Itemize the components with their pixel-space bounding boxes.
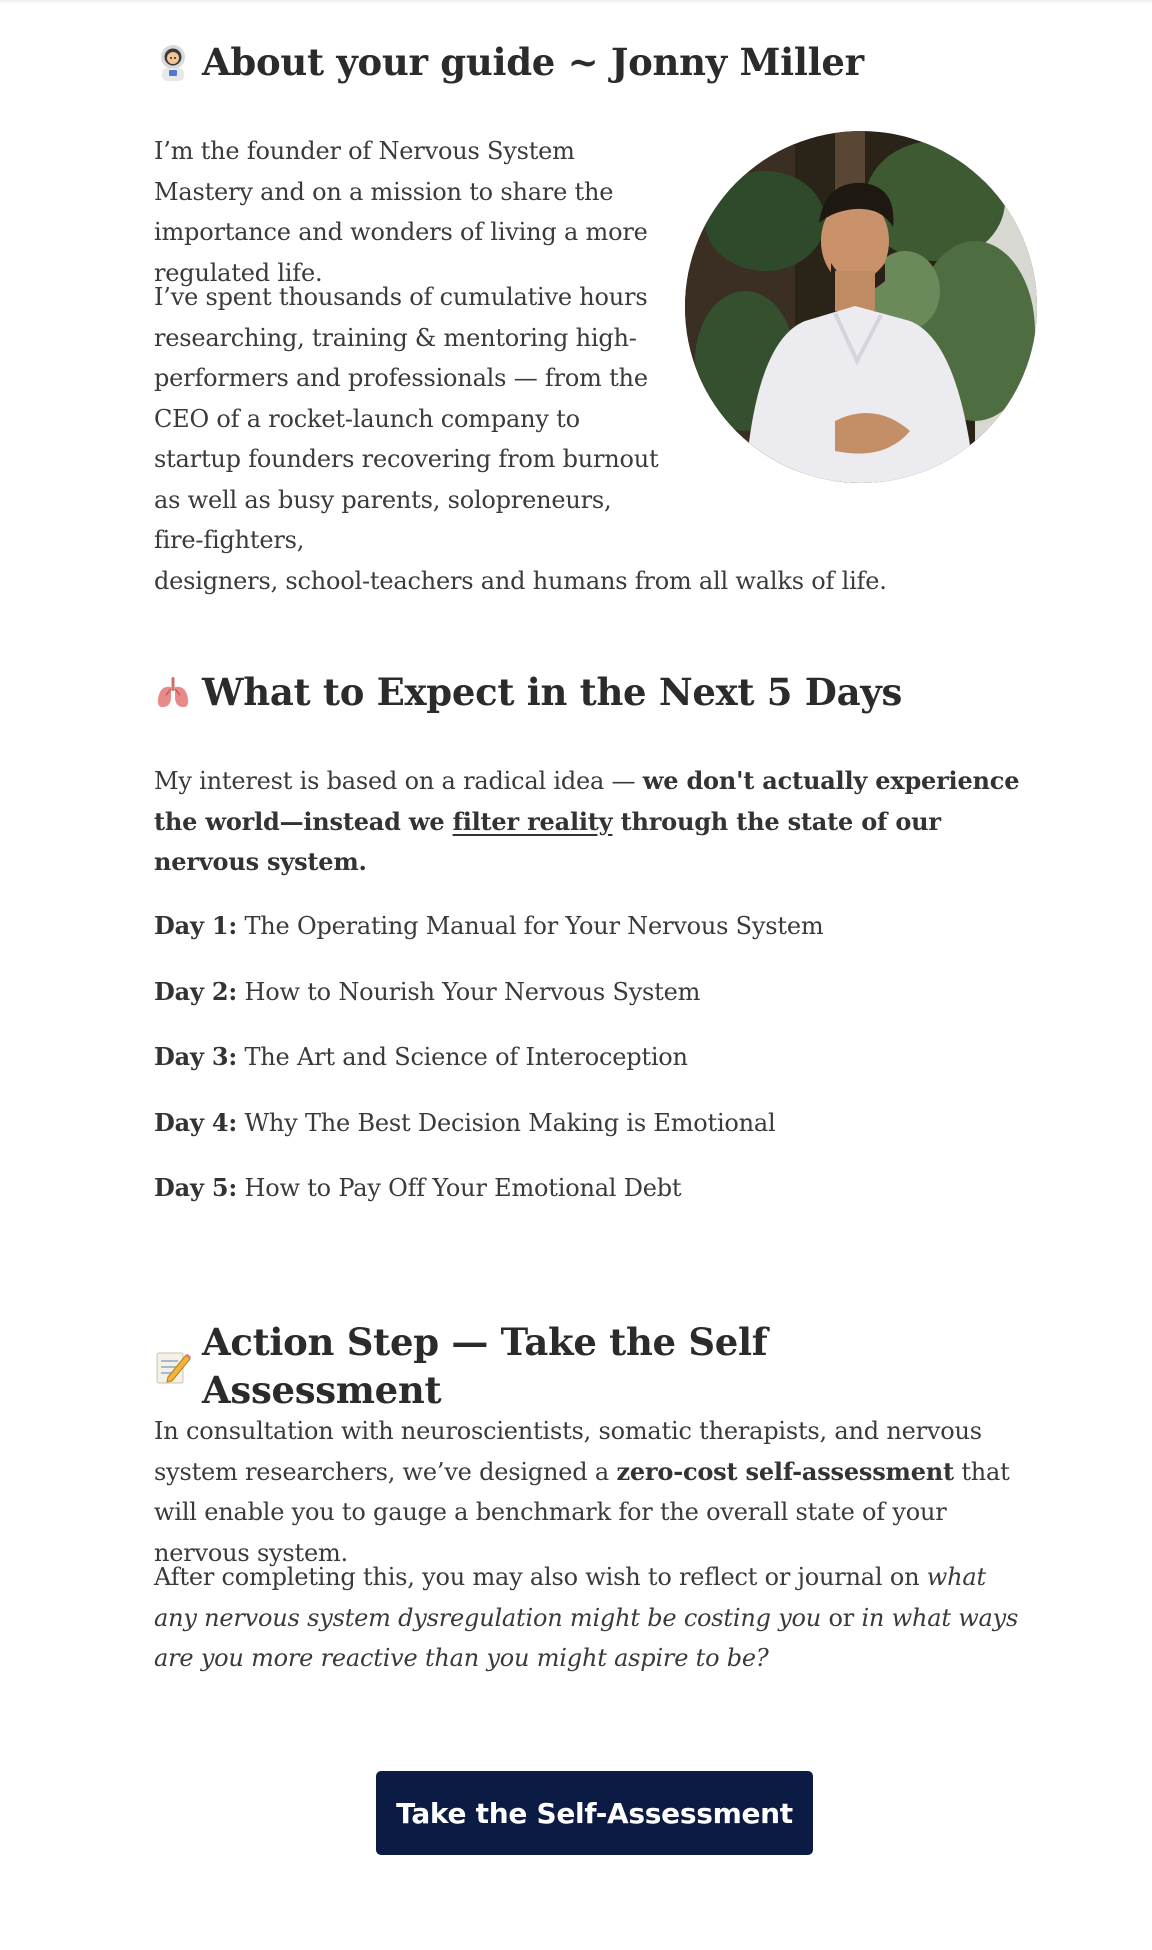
day-text: How to Nourish Your Nervous System (244, 977, 701, 1006)
action-p2-text-a: After completing this, you may also wish to reflect or journal on (154, 1563, 927, 1591)
day-label: Day 4: (154, 1107, 238, 1137)
expect-heading-text: What to Expect in the Next 5 Days (202, 670, 902, 714)
filter-reality-link[interactable]: filter reality (452, 806, 613, 836)
action-p2-italic-1: what any nervous system dysregulation might be costing you (154, 1563, 986, 1632)
about-heading (154, 38, 864, 86)
expect-intro-bold-2: through the state of our nervous system. (154, 806, 941, 876)
action-p2-italic-2: in what ways are you more reactive than you might aspire to be? (154, 1603, 1019, 1672)
about-paragraph-2-wrapped: I’ve spent thousands of cumulative hours researching, training & mentoring high-performers and professionals — from the CEO of a rocket-launch company to startup founders recovering from burnout as well as busy parents, solopreneurs, fire-fighters, (154, 283, 659, 554)
action-paragraph-2 (154, 1557, 1024, 1679)
about-heading-text: About your guide ~ Jonny Miller (202, 40, 864, 84)
about-paragraph-2 (154, 277, 1014, 601)
expect-intro (154, 761, 1024, 883)
days-list (154, 906, 1014, 1234)
zero-cost-emphasis: zero-cost self-assessment (616, 1456, 954, 1486)
about-paragraph-1: I’m the founder of Nervous System Mastery and on a mission to share the importance and wonders of living a more regulated life. (154, 137, 648, 287)
day-item (154, 1103, 1014, 1169)
astronaut-emoji-icon (154, 43, 192, 81)
day-item (154, 1037, 1014, 1103)
lungs-emoji-icon (154, 673, 192, 711)
action-heading-text: Action Step — Take the Self Assessment (202, 1320, 768, 1412)
day-label: Day 2: (154, 976, 238, 1006)
action-heading (154, 1318, 1014, 1414)
memo-emoji-icon (154, 1347, 192, 1385)
day-label: Day 3: (154, 1042, 238, 1071)
expect-heading (154, 668, 902, 716)
day-item (154, 906, 1014, 972)
day-label: Day 1: (154, 911, 238, 940)
day-label: Day 5: (154, 1173, 238, 1202)
action-p1-text-a: In consultation with neuroscientists, somatic therapists, and nervous system researchers, we’ve designed a (154, 1417, 982, 1486)
day-text: The Art and Science of Interoception (244, 1043, 688, 1071)
expect-intro-bold-1: we don't actually experience the world—instead we (154, 766, 1020, 836)
action-p1-text-b: that will enable you to gauge a benchmark for the overall state of your nervous system. (154, 1457, 1010, 1567)
take-self-assessment-button[interactable]: Take the Self-Assessment (376, 1771, 813, 1855)
day-item (154, 972, 1014, 1038)
about-paragraph-2-tail: designers, school-teachers and humans from all walks of life. (154, 566, 887, 595)
day-text: How to Pay Off Your Emotional Debt (244, 1174, 682, 1202)
action-paragraph-1 (154, 1411, 1024, 1573)
day-text: The Operating Manual for Your Nervous System (244, 912, 824, 940)
action-p2-text-b: or (821, 1603, 862, 1632)
day-item (154, 1168, 1014, 1234)
top-shadow (0, 0, 1152, 4)
day-text: Why The Best Decision Making is Emotional (244, 1108, 776, 1137)
expect-intro-plain: My interest is based on a radical idea — (154, 767, 643, 795)
